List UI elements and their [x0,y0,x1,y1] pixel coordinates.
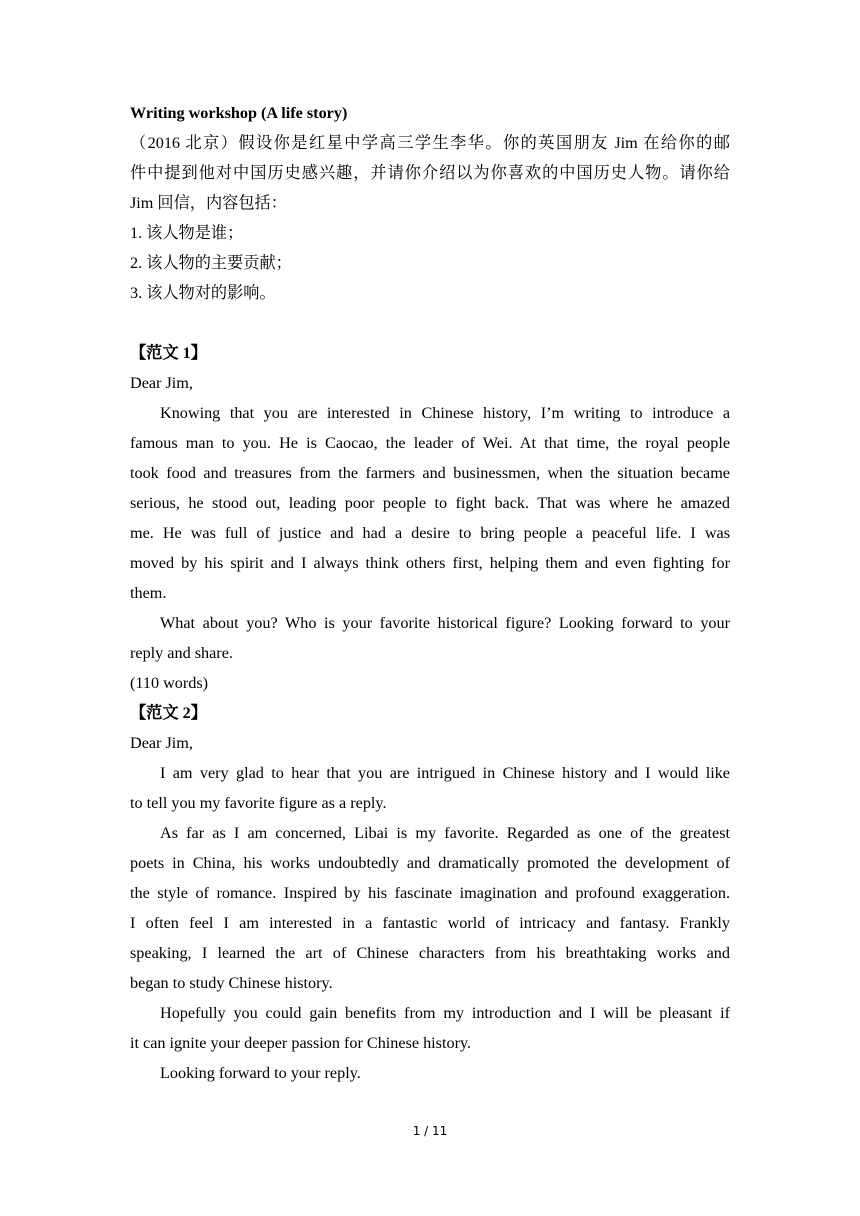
essay2-paragraph-line: it can ignite your deeper passion for Chinese history. [130,1034,472,1052]
prompt-line: 件中提到他对中国历史感兴趣，并请你介绍以为你喜欢的中国历史人物。请你给 [130,164,730,182]
essay2-heading: 【范文 2】 [130,704,207,722]
essay1-paragraph-line: them. [130,584,167,602]
prompt-item: 1. 该人物是谁； [130,224,244,242]
essay2-paragraph-line: I am very glad to hear that you are intrigued in Chinese history and I would like [160,764,730,782]
essay1-paragraph-line: reply and share. [130,644,233,662]
essay1-paragraph-line: took food and treasures from the farmers and businessmen, when the situation became [130,464,730,482]
essay1-paragraph-line: What about you? Who is your favorite historical figure? Looking forward to your [160,614,730,632]
essay1-paragraph-line: moved by his spirit and I always think others first, helping them and even fighting for [130,554,730,572]
essay1-paragraph-line: serious, he stood out, leading poor people to fight back. That was where he amazed [130,494,730,512]
essay2-greeting: Dear Jim, [130,734,193,752]
prompt-item: 2. 该人物的主要贡献； [130,254,292,272]
document-page [130,98,730,1088]
essay1-heading: 【范文 1】 [130,344,207,362]
essay1-word-count: (110 words) [130,674,209,692]
essay2-paragraph-line: Hopefully you could gain benefits from my introduction and I will be pleasant if [160,1004,730,1022]
prompt-line: （2016 北京）假设你是红星中学高三学生李华。你的英国朋友 Jim 在给你的邮 [130,134,730,152]
essay2-paragraph-line: to tell you my favorite figure as a reply. [130,794,387,812]
document-title: Writing workshop (A life story) [130,104,348,122]
essay1-greeting: Dear Jim, [130,374,193,392]
essay1-paragraph-line: famous man to you. He is Caocao, the leader of Wei. At that time, the royal people [130,434,730,452]
essay2-paragraph-line: I often feel I am interested in a fantastic world of intricacy and fantasy. Frankly [130,914,730,932]
essay1-paragraph-line: Knowing that you are interested in Chinese history, I’m writing to introduce a [160,404,730,422]
essay1-paragraph-line: me. He was full of justice and had a desire to bring people a peaceful life. I was [130,524,730,542]
essay2-paragraph-line: poets in China, his works undoubtedly and dramatically promoted the development of [130,854,730,872]
essay2-paragraph-line: speaking, I learned the art of Chinese characters from his breathtaking works and [130,944,730,962]
prompt-item: 3. 该人物对的影响。 [130,284,276,302]
essay2-paragraph-line: As far as I am concerned, Libai is my favorite. Regarded as one of the greatest [160,824,730,842]
essay2-paragraph-line: began to study Chinese history. [130,974,333,992]
essay2-closing: Looking forward to your reply. [160,1064,361,1082]
prompt-line: Jim 回信，内容包括： [130,194,287,212]
page-number: 1 / 11 [412,1124,448,1138]
essay2-paragraph-line: the style of romance. Inspired by his fascinate imagination and profound exaggeration. [130,884,730,902]
